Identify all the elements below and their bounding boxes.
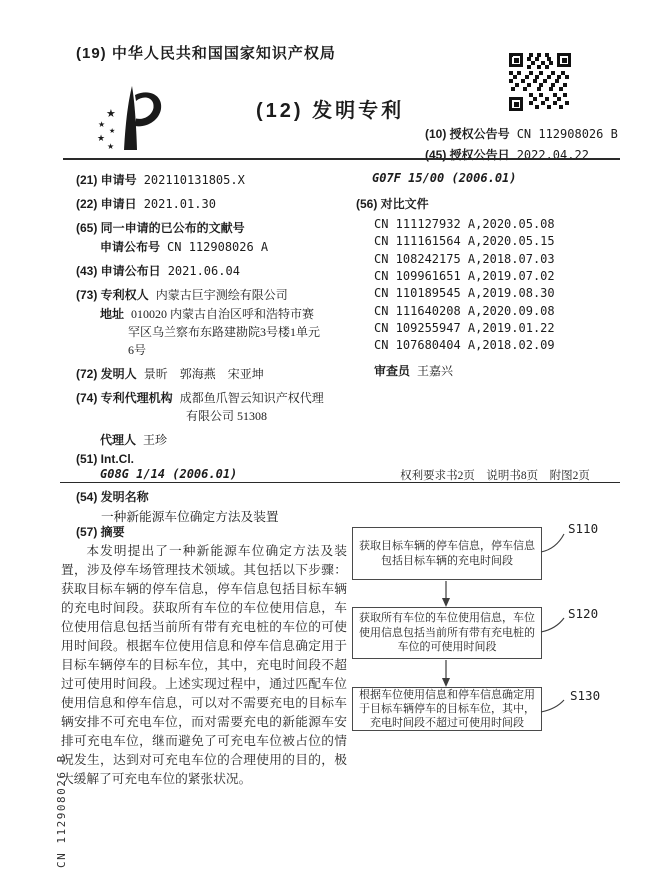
application-number-value: 202110131805.X bbox=[143, 173, 245, 187]
application-number-label: (21) 申请号 bbox=[76, 173, 137, 187]
examiner-value: 王嘉兴 bbox=[417, 364, 454, 378]
star-icon: ★ bbox=[106, 108, 116, 120]
grant-number-value: CN 112908026 B bbox=[516, 127, 618, 141]
logo-blade bbox=[124, 86, 137, 150]
qr-modules bbox=[509, 53, 513, 57]
publication-date-label: (43) 申请公布日 bbox=[76, 264, 161, 278]
agent-value: 王珍 bbox=[143, 433, 168, 447]
flow-step-id-2: S120 bbox=[568, 606, 599, 621]
grant-number-line bbox=[425, 125, 618, 143]
examiner-line bbox=[374, 362, 453, 380]
address-value-1: 010020 内蒙古自治区呼和浩特市赛 bbox=[131, 307, 315, 321]
prior-publication-line bbox=[76, 219, 252, 237]
grant-date-line bbox=[425, 146, 589, 164]
grant-date-value: 2022.04.22 bbox=[516, 148, 589, 162]
qr-finder bbox=[557, 53, 571, 67]
address-line-1 bbox=[100, 305, 314, 323]
references-label bbox=[356, 195, 436, 213]
application-date-line bbox=[76, 195, 216, 213]
agent-line bbox=[100, 431, 167, 449]
application-date-label: (22) 申请日 bbox=[76, 197, 137, 211]
flow-step-box-3: 根据车位使用信息和停车信息确定用于目标车辆停车的目标车位，其中，充电时间段不超过可使用时间段 bbox=[352, 687, 542, 731]
office-title: (19) 中华人民共和国国家知识产权局 bbox=[76, 45, 336, 62]
cnipa-logo bbox=[96, 84, 168, 154]
flow-step-box-1: 获取目标车辆的停车信息，停车信息包括目标车辆的充电时间段 bbox=[352, 527, 542, 580]
arrow-down-icon bbox=[442, 598, 450, 607]
intcl-label: (51) Int.Cl. bbox=[76, 452, 135, 466]
step-label-connector bbox=[541, 618, 564, 632]
flow-step-box-2: 获取所有车位的车位使用信息，车位使用信息包括当前所有带有充电桩的车位的可使用时间段 bbox=[352, 607, 542, 659]
citation-item: CN 111640208 A,2020.09.08 bbox=[374, 304, 555, 318]
application-number-line bbox=[76, 171, 245, 189]
star-icon: ★ bbox=[97, 133, 106, 143]
publication-number-label: 申请公布号 bbox=[100, 240, 161, 254]
publication-number-line bbox=[100, 238, 268, 256]
qr-code bbox=[509, 53, 571, 111]
agency-label: (74) 专利代理机构 bbox=[76, 391, 173, 405]
mid-divider bbox=[60, 482, 620, 483]
invention-title: 一种新能源车位确定方法及装置 bbox=[101, 510, 279, 524]
address-line-3: 6号 bbox=[128, 343, 147, 357]
ipc-code: G07F 15/00 (2006.01) bbox=[372, 171, 517, 185]
prior-publication-label: (65) 同一申请的已公布的文献号 bbox=[76, 221, 245, 235]
publication-number-value: CN 112908026 A bbox=[167, 240, 269, 254]
citation-item: CN 111161564 A,2020.05.15 bbox=[374, 234, 555, 248]
intcl-line bbox=[76, 450, 141, 468]
star-icon: ★ bbox=[109, 127, 116, 135]
address-line-2: 罕区乌兰察布东路建勘院3号楼1单元 bbox=[128, 325, 321, 339]
flow-step-id-3: S130 bbox=[570, 688, 601, 703]
side-document-code: CN 112908026 B bbox=[55, 754, 68, 868]
flow-step-id-1: S110 bbox=[568, 521, 599, 536]
header-divider bbox=[63, 158, 620, 160]
inventors-label: (72) 发明人 bbox=[76, 367, 137, 381]
step-label-connector bbox=[541, 534, 564, 552]
qr-finder bbox=[509, 97, 523, 111]
agency-line-2: 有限公司 51308 bbox=[186, 409, 268, 423]
intcl-value: G08G 1/14 (2006.01) bbox=[100, 467, 238, 481]
citation-item: CN 108242175 A,2018.07.03 bbox=[374, 252, 555, 266]
citation-item: CN 109255947 A,2019.01.22 bbox=[374, 321, 555, 335]
invention-title-label bbox=[76, 488, 156, 506]
patentee-value: 内蒙古巨宇测绘有限公司 bbox=[155, 288, 288, 302]
agency-value-1: 成都鱼爪智云知识产权代理 bbox=[179, 391, 324, 405]
application-date-value: 2021.01.30 bbox=[143, 197, 216, 211]
inventors-value: 景昕 郭海燕 宋亚坤 bbox=[143, 367, 264, 381]
agent-label: 代理人 bbox=[100, 433, 137, 447]
abstract-label-text: (57) 摘要 bbox=[76, 525, 125, 539]
citation-item: CN 107680404 A,2018.02.09 bbox=[374, 338, 555, 352]
agency-line bbox=[76, 389, 324, 407]
step-label-connector bbox=[541, 700, 564, 712]
inventors-line bbox=[76, 365, 264, 383]
pages-note: 权利要求书2页 说明书8页 附图2页 bbox=[400, 470, 590, 482]
star-icon: ★ bbox=[107, 142, 115, 151]
star-icon: ★ bbox=[98, 120, 106, 129]
patentee-line bbox=[76, 286, 288, 304]
references-label-text: (56) 对比文件 bbox=[356, 197, 429, 211]
citation-item: CN 111127932 A,2020.05.08 bbox=[374, 217, 555, 231]
address-label: 地址 bbox=[100, 307, 125, 321]
abstract-label bbox=[76, 523, 132, 541]
publication-date-value: 2021.06.04 bbox=[167, 264, 240, 278]
abstract-text: 本发明提出了一种新能源车位确定方法及装置，涉及停车场管理技术领域。其包括以下步骤：获取目标车辆的停车信息，停车信息包括目标车辆的充电时间段。获取所有车位的车位使用信息，车位使用信息包括当前所有带有充电桩的车位的可使用时间段。根据车位使用信息和停车信息确定用于目标车辆停车的目标车位，其中，充电时间段不超过可使用时间段。上述实现过程中，通过匹配车位使用信息和停车信息，可以对不需要充电的目标车辆安排不可充电车位，而对需要充电的新能源车安排可充电车位，继而避免了可充电车位被占位的情况发生，达到对可充电车位的合理使用的目的，极大缓解了可充电车位的紧张状况。 bbox=[61, 544, 347, 786]
grant-date-label: (45) 授权公告日 bbox=[425, 148, 510, 162]
patentee-label: (73) 专利权人 bbox=[76, 288, 149, 302]
citation-item: CN 110189545 A,2019.08.30 bbox=[374, 286, 555, 300]
publication-date-line bbox=[76, 262, 240, 280]
citation-item: CN 109961651 A,2019.07.02 bbox=[374, 269, 555, 283]
invention-title-label-text: (54) 发明名称 bbox=[76, 490, 149, 504]
grant-number-label: (10) 授权公告号 bbox=[425, 127, 510, 141]
document-type: (12) 发明专利 bbox=[256, 100, 405, 122]
examiner-label: 审查员 bbox=[374, 364, 411, 378]
logo-bowl bbox=[135, 92, 161, 126]
arrow-down-icon bbox=[442, 678, 450, 687]
